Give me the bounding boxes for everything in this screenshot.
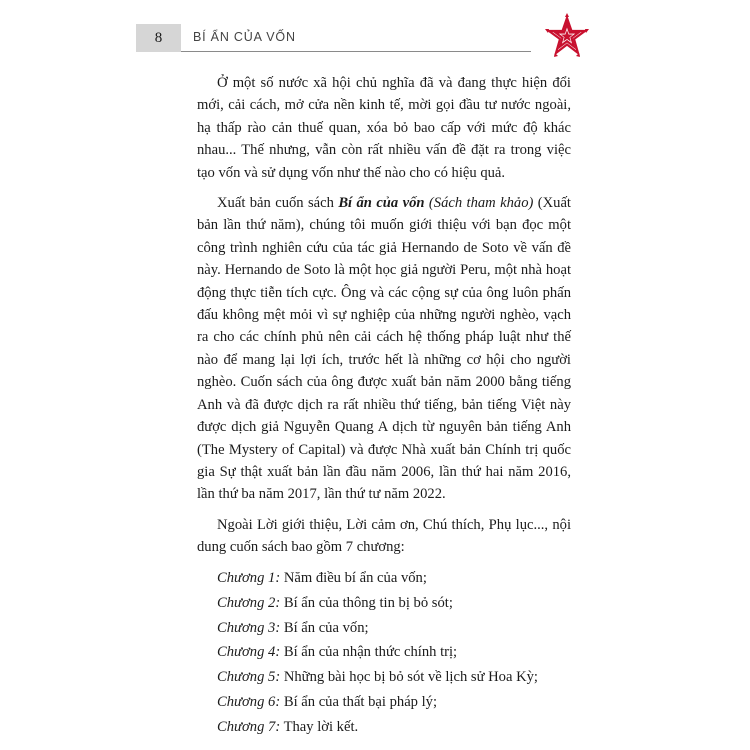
- chapter-title: Năm điều bí ẩn của vốn;: [280, 569, 427, 586]
- page-number: 8: [136, 24, 181, 52]
- chapter-item: [197, 666, 571, 688]
- chapter-item: [197, 641, 571, 663]
- chapter-item: [197, 617, 571, 639]
- chapter-title: Những bài học bị bỏ sót về lịch sử Hoa Kỳ;: [280, 669, 538, 686]
- book-note: (Sách tham khảo): [424, 195, 534, 212]
- publisher-star-logo-icon: [543, 13, 591, 61]
- chapter-title: Bí ẩn của nhận thức chính trị;: [280, 644, 458, 661]
- chapter-label: Chương 4:: [217, 644, 281, 661]
- running-title: BÍ ẨN CỦA VỐN: [193, 30, 296, 44]
- book-title: Bí ẩn của vốn: [338, 195, 425, 212]
- page-header: [0, 0, 750, 70]
- paragraph-contents: Ngoài Lời giới thiệu, Lời cảm ơn, Chú thích, Phụ lục..., nội dung cuốn sách bao gồm 7 chương:: [197, 516, 571, 556]
- paragraph-intro: Ở một số nước xã hội chủ nghĩa đã và đang thực hiện đổi mới, cải cách, mở cửa nền kinh tế, mời gọi đầu tư nước ngoài, hạ thấp rào cản thuế quan, xóa bỏ bao cấp với mức độ khác nhau... Thế nhưng, vẫn còn rất nhiều vấn đề đặt ra trong việc tạo vốn và sử dụng vốn như thế nào cho có hiệu quả.: [197, 75, 571, 181]
- chapter-title: Bí ẩn của thất bại pháp lý;: [280, 694, 438, 711]
- chapter-title: Bí ẩn của thông tin bị bỏ sót;: [280, 594, 453, 611]
- header-rule: [181, 51, 531, 52]
- chapter-item: [197, 592, 571, 614]
- chapter-item: [197, 691, 571, 713]
- paragraph-publication: [197, 192, 571, 506]
- chapter-label: Chương 1:: [217, 569, 281, 586]
- paragraph-lead: Xuất bản cuốn sách: [217, 195, 339, 212]
- chapter-label: Chương 3:: [217, 619, 281, 636]
- chapter-item: [197, 567, 571, 589]
- chapter-item: [197, 716, 571, 738]
- chapter-label: Chương 5:: [217, 669, 281, 686]
- chapter-label: Chương 6:: [217, 694, 281, 711]
- chapter-label: Chương 2:: [217, 594, 281, 611]
- chapter-list: [197, 567, 571, 739]
- page-body: [197, 72, 571, 741]
- chapter-title: Thay lời kết.: [280, 719, 359, 736]
- paragraph-body: (Xuất bản lần thứ năm), chúng tôi muốn giới thiệu với bạn đọc một công trình nghiên cứu của tác giả Hernando de Soto về vấn đề này. Hernando de Soto là một học giả người Peru, một nhà hoạt động thực tiễn tích cực. Ông và các cộng sự của ông luôn phấn đấu không mệt mỏi vì sự nghiệp của những người nghèo, vạch ra cho các chính phủ nên cải cách hệ thống pháp luật như thế nào để mang lại lợi ích, trước hết là những cơ hội cho người nghèo. Cuốn sách của ông được xuất bản năm 2000 bằng tiếng Anh và đã được dịch ra rất nhiều thứ tiếng, bản tiếng Việt này được dịch giả Nguyễn Quang A dịch từ nguyên bản tiếng Anh (The Mystery of Capital) và được Nhà xuất bản Chính trị quốc gia Sự thật xuất bản lần đầu năm 2006, lần thứ hai năm 2016, lần thứ ba năm 2017, lần thứ tư năm 2022.: [197, 195, 571, 503]
- chapter-title: Bí ẩn của vốn;: [280, 619, 369, 636]
- chapter-label: Chương 7:: [217, 719, 281, 736]
